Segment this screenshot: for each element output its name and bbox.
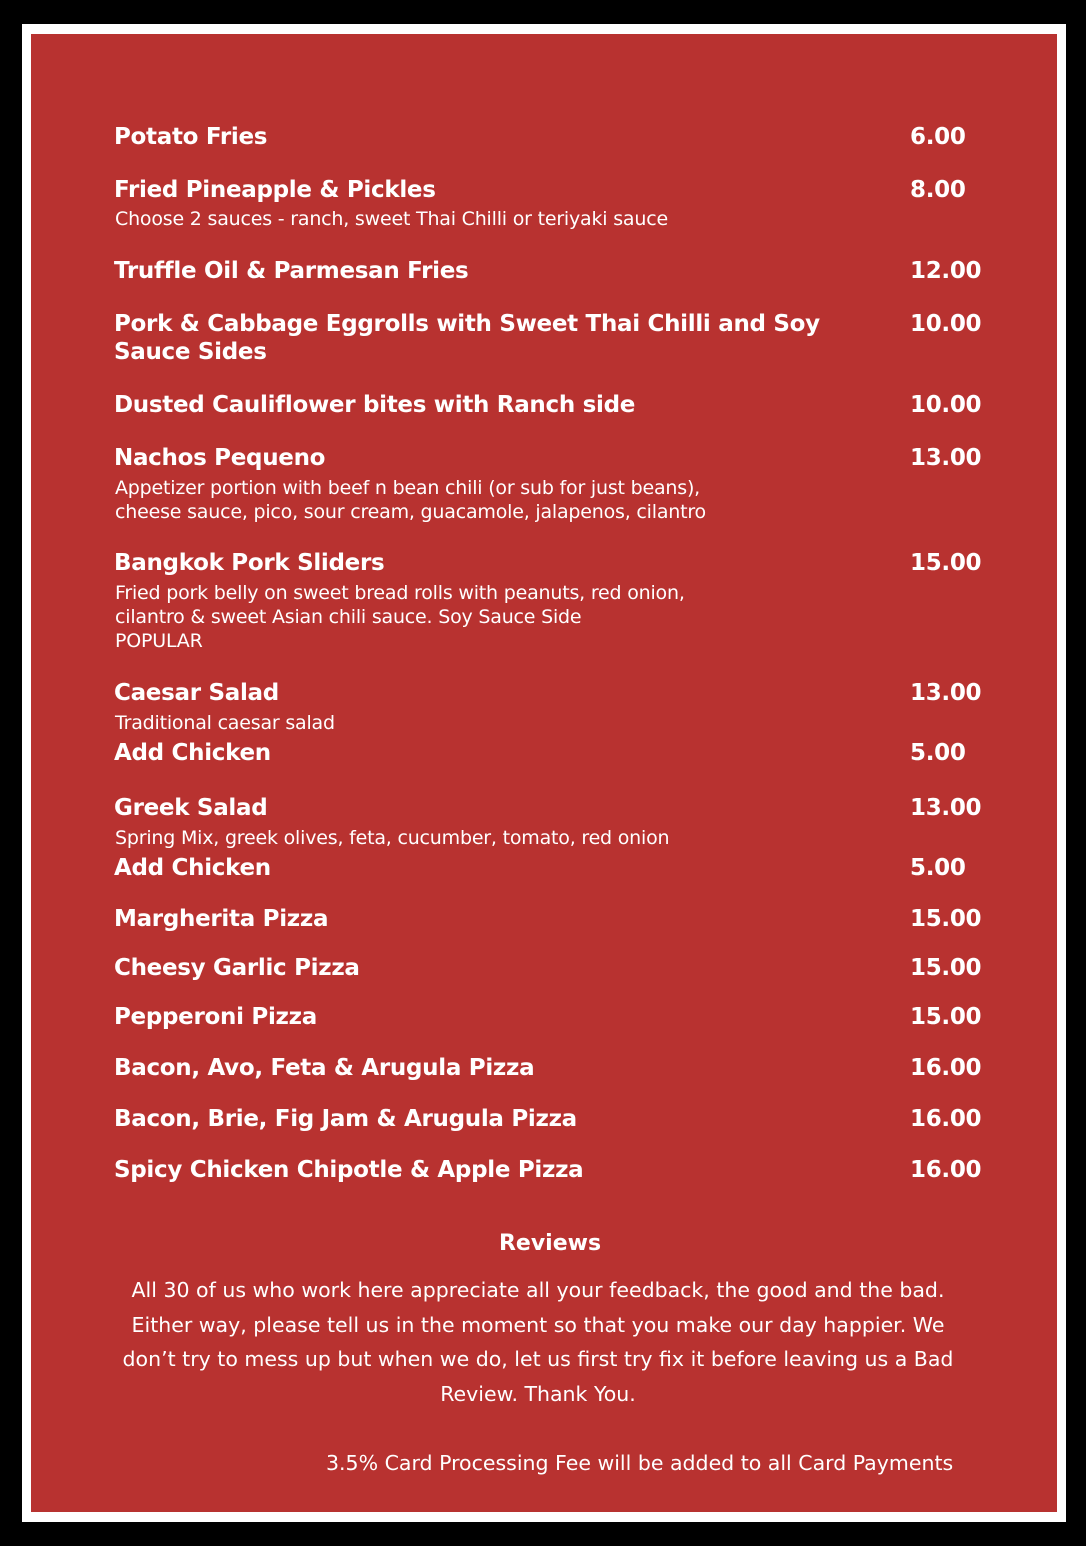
menu-item-name: Cheesy Garlic Pizza	[114, 955, 360, 981]
menu-item-name: Pepperoni Pizza	[114, 1004, 317, 1030]
menu-item-price: 13.00	[910, 795, 982, 821]
menu-item-price: 13.00	[910, 445, 982, 471]
menu-item-description: Choose 2 sauces - ranch, sweet Thai Chilli or teriyaki sauce	[115, 208, 668, 230]
menu-item-name: Truffle Oil & Parmesan Fries	[114, 258, 469, 284]
menu-item-price: 13.00	[910, 680, 982, 706]
menu-item-description: cilantro & sweet Asian chili sauce. Soy Sauce Side	[115, 606, 582, 628]
menu-item-name: Spicy Chicken Chipotle & Apple Pizza	[114, 1157, 584, 1183]
menu-item-price: 16.00	[910, 1106, 982, 1132]
menu-item-description: Fried pork belly on sweet bread rolls with peanuts, red onion,	[115, 582, 685, 604]
menu-addon-name: Add Chicken	[114, 855, 271, 881]
menu-item-name: Bangkok Pork Sliders	[114, 550, 385, 576]
menu-item-name: Bacon, Brie, Fig Jam & Arugula Pizza	[114, 1106, 577, 1132]
menu-item-price: 15.00	[910, 1004, 982, 1030]
menu-addon-price: 5.00	[910, 740, 966, 766]
menu-item-name: Potato Fries	[114, 124, 268, 150]
menu-item-description: Appetizer portion with beef n bean chili (or sub for just beans),	[115, 477, 701, 499]
menu-addon-name: Add Chicken	[114, 740, 271, 766]
menu-item-price: 15.00	[910, 550, 982, 576]
menu-item-price: 10.00	[910, 392, 982, 418]
menu-item-price: 15.00	[910, 906, 982, 932]
menu-item-description: Traditional caesar salad	[115, 712, 335, 734]
menu-item-description: Spring Mix, greek olives, feta, cucumber, tomato, red onion	[115, 827, 670, 849]
menu-item-name: Bacon, Avo, Feta & Arugula Pizza	[114, 1055, 535, 1081]
menu-item-description: cheese sauce, pico, sour cream, guacamole, jalapenos, cilantro	[115, 501, 706, 523]
menu-item-name: Margherita Pizza	[114, 906, 329, 932]
menu-item-price: 16.00	[910, 1157, 982, 1183]
menu-item-price: 8.00	[910, 177, 966, 203]
card-fee-note: 3.5% Card Processing Fee will be added to all Card Payments	[326, 1451, 954, 1475]
menu-item-price: 10.00	[910, 311, 982, 337]
menu-item-badge-popular: POPULAR	[115, 630, 203, 652]
menu-item-price: 6.00	[910, 124, 966, 150]
menu-item-price: 15.00	[910, 955, 982, 981]
menu-item-price: 16.00	[910, 1055, 982, 1081]
reviews-text: All 30 of us who work here appreciate all your feedback, the good and the bad. Either way, please tell us in the moment so that you make our day happier. We don’t try to mess up but when we do, let us first try fix it before leaving us a Bad Review. Thank You.	[122, 1278, 954, 1406]
menu-item-price: 12.00	[910, 258, 982, 284]
menu-item-name: Nachos Pequeno	[114, 445, 326, 471]
reviews-heading: Reviews	[498, 1231, 602, 1256]
menu-addon-price: 5.00	[910, 855, 966, 881]
menu-item-name: Dusted Cauliflower bites with Ranch side	[114, 392, 636, 418]
menu-item-name: Caesar Salad	[114, 680, 279, 706]
menu-item-name-continued: Sauce Sides	[114, 339, 267, 365]
menu-item-name: Fried Pineapple & Pickles	[114, 177, 436, 203]
menu-item-name: Greek Salad	[114, 795, 268, 821]
menu-item-name: Pork & Cabbage Eggrolls with Sweet Thai Chilli and Soy	[114, 311, 820, 337]
